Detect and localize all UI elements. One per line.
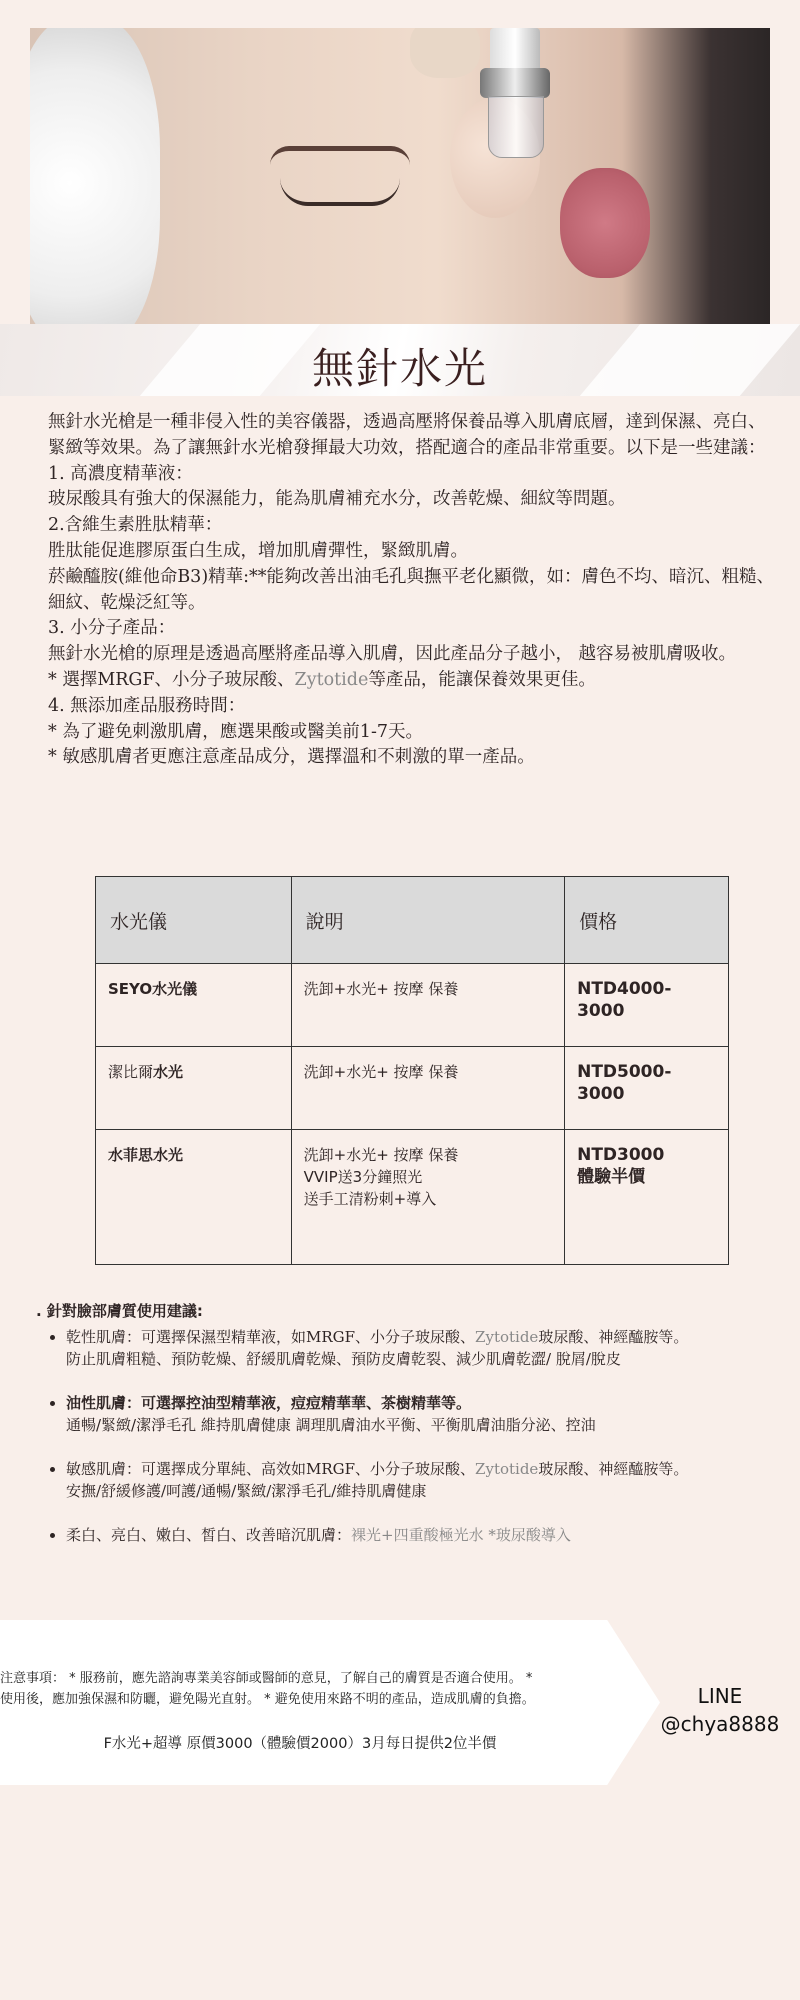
- zytotide-text: Zytotide: [475, 1460, 539, 1478]
- promo-text: F水光+超導 原價3000（體驗價2000）3月每日提供2位半價: [103, 1736, 497, 1752]
- oily-skin-benefits: 通暢/緊緻/潔淨毛孔 維持肌膚健康 調理肌膚油水平衡、平衡肌膚油脂分泌、控油: [66, 1416, 596, 1434]
- whitening-products: 裸光+四重酸極光水 *玻尿酸導入: [351, 1526, 571, 1544]
- notice-line: 注意事項： * 服務前，應先諮詢專業美容師或醫師的意見，了解自己的膚質是否適合使用。 *: [0, 1671, 533, 1686]
- device-name: 水菲思水光: [96, 1130, 292, 1265]
- table-row: [96, 1047, 729, 1130]
- device-description: 洗卸+水光+ 按摩 保養: [291, 1047, 564, 1130]
- section-4-detail: * 為了避免刺激肌膚，應選果酸或醫美前1-7天。: [48, 721, 423, 742]
- line-contact[interactable]: [650, 1682, 790, 1738]
- line-label: LINE: [697, 1684, 743, 1708]
- intro-paragraph: 無針水光槍是一種非侵入性的美容儀器，透過高壓將保養品導入肌膚底層，達到保濕、亮白、緊緻等效果。為了讓無針水光槍發揮最大功效，搭配適合的產品非常重要。以下是一些建議：: [48, 412, 766, 458]
- dry-skin-text: 乾性肌膚：可選擇保濕型精華液，如MRGF、小分子玻尿酸、: [66, 1328, 476, 1346]
- section-3-products: [48, 668, 778, 694]
- device-description: 洗卸+水光+ 按摩 保養: [291, 964, 564, 1047]
- skin-advice: [36, 1300, 776, 1568]
- description-line: VVIP送3分鐘照光: [303, 1168, 423, 1186]
- table-row: [96, 1130, 729, 1265]
- sensitive-skin-text: 敏感肌膚：可選擇成分單純、高效如MRGF、小分子玻尿酸、: [66, 1460, 476, 1478]
- section-2-detail-b3: 菸鹼醯胺(維他命B3)精華:**能夠改善出油毛孔與撫平老化顯微，如：膚色不均、暗沉、粗糙、細紋、乾燥泛紅等。: [48, 566, 775, 613]
- whitening-text: 柔白、亮白、嫩白、皙白、改善暗沉肌膚：: [66, 1526, 352, 1544]
- section-3-detail: 無針水光槍的原理是透過高壓將產品導入肌膚，因此產品分子越小， 越容易被肌膚吸收。: [48, 644, 737, 665]
- table-row: [96, 964, 729, 1047]
- device-name: SEYO水光儀: [96, 964, 292, 1047]
- device-description: [291, 1130, 564, 1265]
- description-line: 送手工清粉刺+導入: [303, 1190, 437, 1208]
- sensitive-skin-benefits: 安撫/舒緩修護/呵護/通暢/緊緻/潔淨毛孔/維持肌膚健康: [66, 1482, 427, 1500]
- device-price: NTD5000-3000: [565, 1047, 729, 1130]
- section-4: 4. 無添加產品服務時間：: [48, 695, 246, 716]
- advice-heading: . 針對臉部膚質使用建議:: [36, 1302, 203, 1320]
- section-1-detail: 玻尿酸具有強大的保濕能力，能為肌膚補充水分，改善乾燥、細紋等問題。: [48, 489, 626, 510]
- notice-text: [0, 1668, 600, 1710]
- section-1: 1. 高濃度精華液：: [48, 463, 193, 484]
- section-3: 3. 小分子產品：: [48, 618, 176, 639]
- hero-photo: [30, 28, 770, 324]
- dry-skin-benefits: 防止肌膚粗糙、預防乾燥、舒緩肌膚乾燥、預防皮膚乾裂、減少肌膚乾澀/ 脫屑/脫皮: [66, 1350, 621, 1368]
- device-name-suffix: 水光: [153, 1063, 184, 1081]
- price-note: 體驗半價: [577, 1167, 646, 1187]
- header-description: 說明: [291, 877, 564, 964]
- table-header: [96, 877, 729, 964]
- page-title: 無針水光: [311, 344, 488, 393]
- price-line: NTD3000: [577, 1145, 665, 1165]
- notice-line: 使用後，應加強保濕和防曬，避免陽光直射。 * 避免使用來路不明的產品，造成肌膚的負擔。: [0, 1692, 535, 1707]
- section-2-detail: 胜肽能促進膠原蛋白生成，增加肌膚彈性，緊緻肌膚。: [48, 540, 468, 561]
- eyebrow: [270, 146, 410, 165]
- oily-skin-text: 油性肌膚：可選擇控油型精華液，痘痘精華華、茶樹精華等。: [66, 1394, 472, 1412]
- section-4-sensitive: * 敏感肌膚者更應注意產品成分，選擇溫和不刺激的單一產品。: [48, 747, 535, 768]
- header-device: 水光儀: [96, 877, 292, 964]
- line-id[interactable]: @chya8888: [660, 1712, 780, 1736]
- towel: [30, 28, 160, 324]
- device-name-prefix: 潔比爾: [108, 1063, 154, 1081]
- sensitive-skin-text-end: 玻尿酸、神經醯胺等。: [538, 1460, 689, 1478]
- price-table: [95, 876, 729, 1265]
- dry-skin-text-end: 玻尿酸、神經醯胺等。: [538, 1328, 689, 1346]
- advice-list: [36, 1326, 776, 1546]
- hydra-device: [470, 28, 560, 168]
- device-price: [565, 1130, 729, 1265]
- description-line: 洗卸+水光+ 按摩 保養: [303, 1146, 459, 1164]
- header-price: 價格: [565, 877, 729, 964]
- zytotide-text: Zytotide: [294, 669, 369, 690]
- intro-text: [48, 410, 778, 771]
- list-item: [66, 1458, 776, 1502]
- products-text: * 選擇MRGF、小分子玻尿酸、: [48, 669, 295, 690]
- list-item: [66, 1326, 776, 1370]
- device-name: [96, 1047, 292, 1130]
- list-item: [66, 1524, 776, 1546]
- device-price: NTD4000-3000: [565, 964, 729, 1047]
- products-text-end: 等產品，能讓保養效果更佳。: [368, 669, 596, 690]
- closed-eye: [280, 178, 400, 206]
- lips: [560, 168, 650, 278]
- list-item: [66, 1392, 776, 1436]
- zytotide-text: Zytotide: [475, 1328, 539, 1346]
- section-2: 2.含維生素胜肽精華：: [48, 515, 223, 536]
